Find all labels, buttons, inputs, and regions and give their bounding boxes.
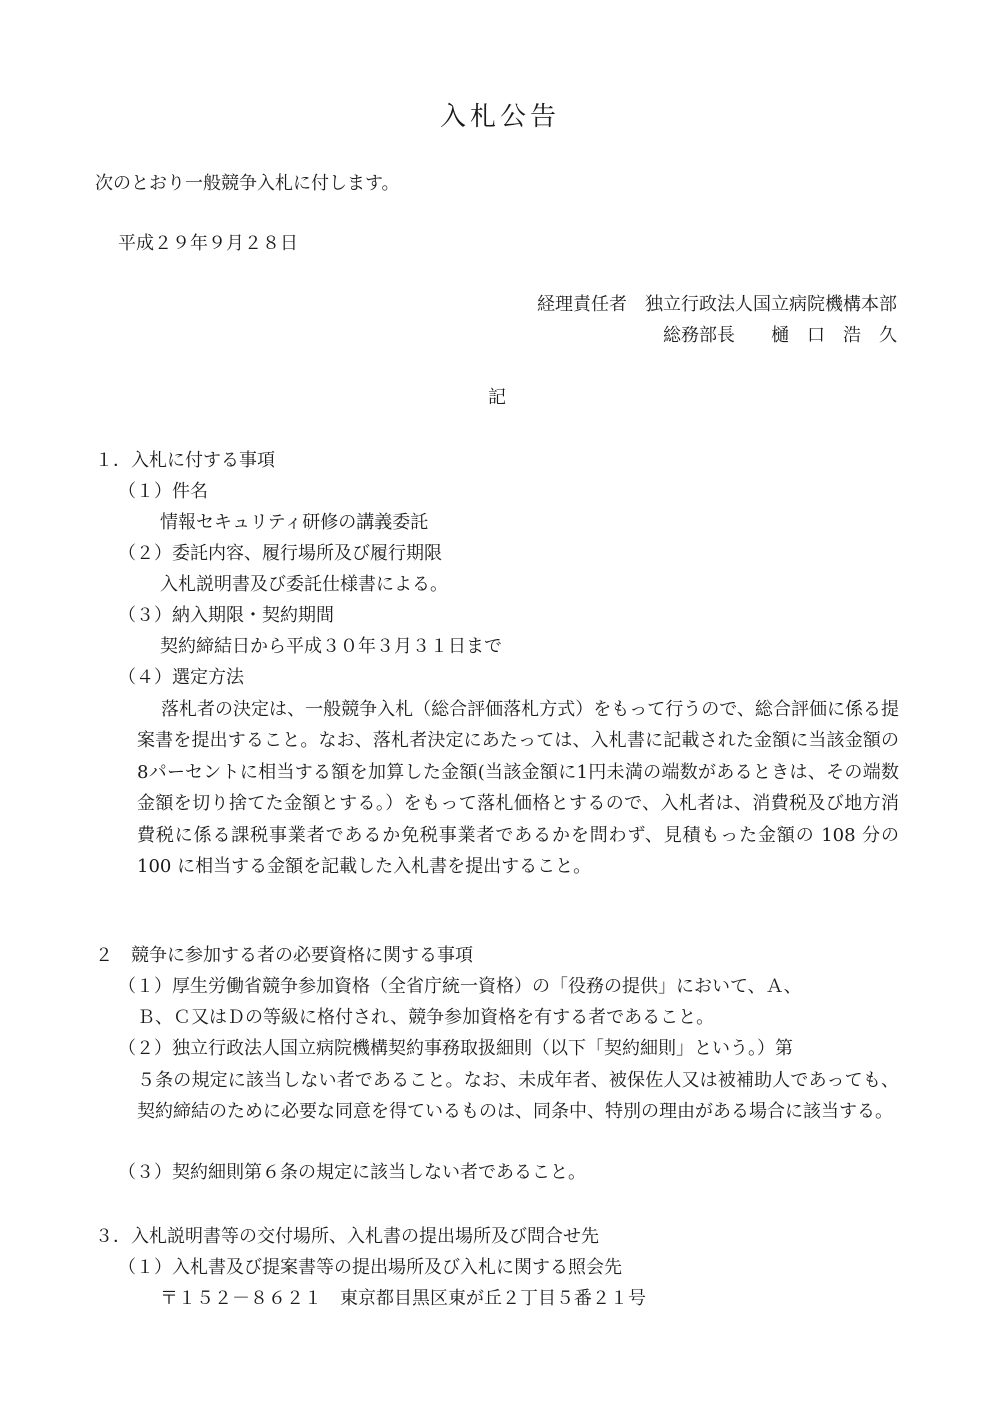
intro-text: 次のとおり一般競争入札に付します。 xyxy=(95,173,400,194)
section-2-item-2-paragraph: ５条の規定に該当しない者であること。なお、未成年者、被保佐人又は被補助人であっても、契約締結のために必要な同意を得ているものは、同条中、特別の理由がある場合に該当する。 xyxy=(137,1070,899,1123)
section-1-item-4-label: （４）選定方法 xyxy=(118,667,244,688)
section-3-address: 〒１５２－８６２１ 東京都目黒区東が丘２丁目５番２１号 xyxy=(160,1288,646,1309)
section-1-item-1-label: （１）件名 xyxy=(118,481,208,502)
section-2-heading: ２ 競争に参加する者の必要資格に関する事項 xyxy=(95,945,473,966)
section-1-heading: １．入札に付する事項 xyxy=(95,450,275,471)
notice-date: 平成２９年９月２８日 xyxy=(118,233,298,254)
section-2-item-3: （３）契約細則第６条の規定に該当しない者であること。 xyxy=(118,1162,586,1183)
section-1-item-1-text: 情報セキュリティ研修の講義委託 xyxy=(160,512,429,533)
section-3-heading: ３．入札説明書等の交付場所、入札書の提出場所及び問合せ先 xyxy=(95,1226,599,1247)
section-3-item-1-label: （１）入札書及び提案書等の提出場所及び入札に関する照会先 xyxy=(118,1257,622,1278)
ki-heading: 記 xyxy=(488,387,506,408)
section-1-item-2-label: （２）委託内容、履行場所及び履行期限 xyxy=(118,543,442,564)
section-1-item-2-text: 入札説明書及び委託仕様書による。 xyxy=(160,574,448,595)
section-1-item-3-label: （３）納入期限・契約期間 xyxy=(118,605,334,626)
section-2-item-2-line-1: （２）独立行政法人国立病院機構契約事務取扱細則（以下「契約細則」という。）第 xyxy=(118,1038,793,1059)
section-2-item-1-line-1: （１）厚生労働省競争参加資格（全省庁統一資格）の「役務の提供」において、Ａ、 xyxy=(118,976,802,997)
section-1-item-4-text: 落札者の決定は、一般競争入札（総合評価落札方式）をもって行うので、総合評価に係る提案書を提出すること。なお、落札者決定にあたっては、入札書に記載された金額に当該金額の8パーセントに相当する額を加算した金額(当該金額に1円未満の端数があるときは、その端数金額を切り捨てた金額とする。）をもって落札価格とするので、入札者は、消費税及び地方消費税に係る課税事業者であるか免税事業者であるかを問わず、見積もった金額の 108 分の 100 に相当する金額を記載した入札書を提出すること。 xyxy=(137,699,899,878)
section-2-item-1-line-2: Ｂ、Ｃ又はＤの等級に格付され、競争参加資格を有する者であること。 xyxy=(137,1007,715,1028)
signer-organization: 経理責任者 独立行政法人国立病院機構本部 xyxy=(537,294,897,315)
document-title: 入札公告 xyxy=(439,102,560,132)
signer-name: 総務部長 樋 口 浩 久 xyxy=(663,325,897,346)
section-1-item-4-paragraph xyxy=(137,694,899,882)
section-1-item-3-text: 契約締結日から平成３０年３月３１日まで xyxy=(160,636,502,657)
